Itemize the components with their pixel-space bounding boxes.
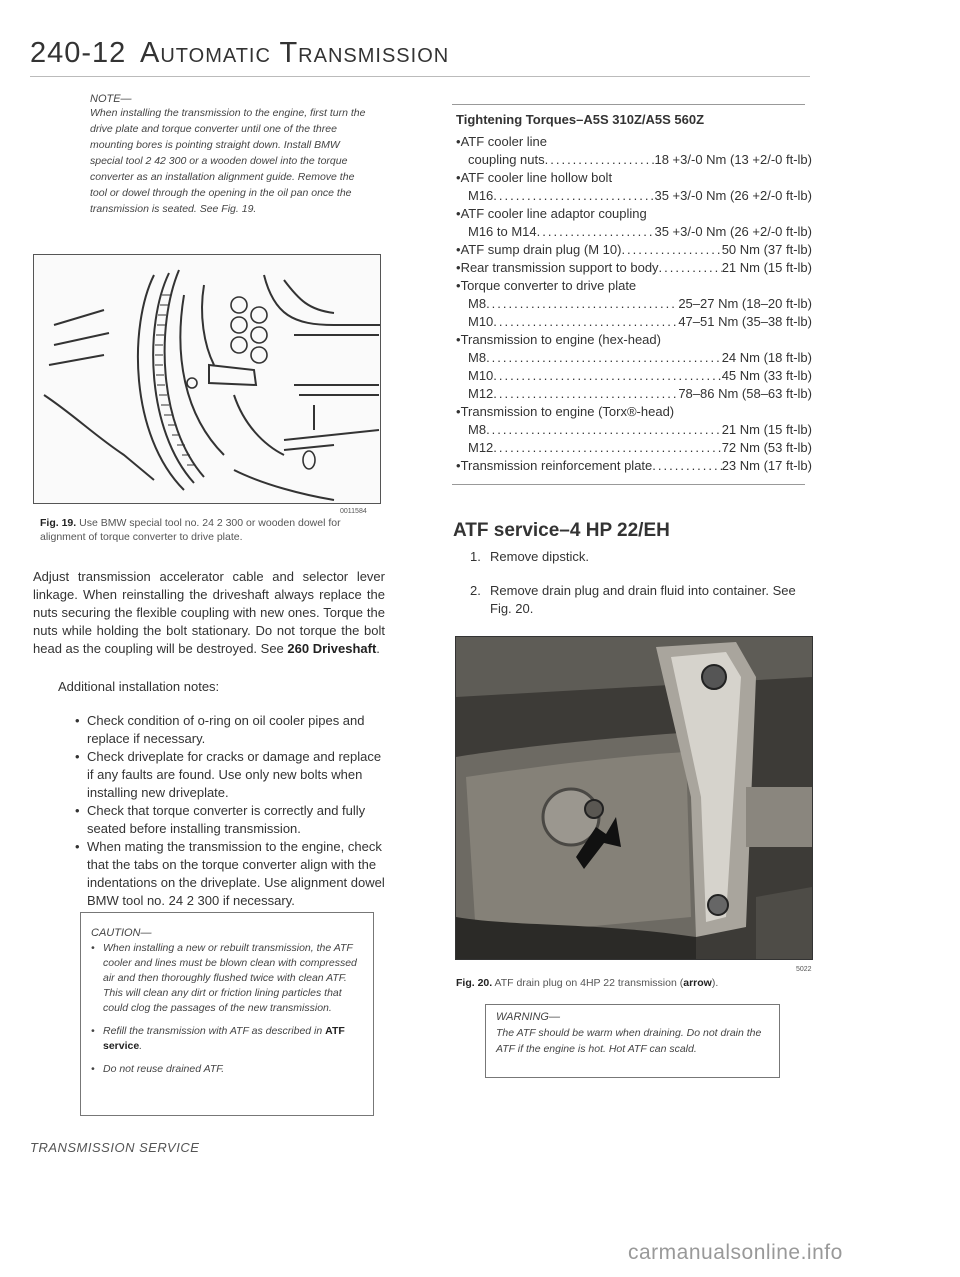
leader-dots xyxy=(493,187,654,205)
torque-value: 25–27 Nm (18–20 ft-lb) xyxy=(678,296,812,311)
torque-label: M10 xyxy=(468,368,494,383)
driveshaft-paragraph-end: . xyxy=(376,641,380,656)
fig20-caption-label: Fig. 20. xyxy=(456,977,493,989)
bullet: • xyxy=(456,332,461,347)
atf-service-heading: ATF service–4 HP 22/EH xyxy=(453,520,670,541)
step-1 xyxy=(470,548,815,566)
caution-item-text: Refill the transmission with ATF as described in xyxy=(103,1025,326,1037)
fig19-caption-text: Use BMW special tool no. 24 2 300 or wooden dowel for alignment of torque converter to drive plate. xyxy=(40,517,341,543)
torque-row xyxy=(456,295,812,313)
leader-dots xyxy=(537,223,655,241)
torque-value: 24 Nm (18 ft-lb) xyxy=(721,350,812,365)
leader-dots xyxy=(486,421,722,439)
leader-dots xyxy=(545,151,655,169)
additional-notes-intro: Additional installation notes: xyxy=(58,679,220,694)
leader-dots xyxy=(652,457,721,475)
torque-label: Transmission reinforcement plate xyxy=(460,458,653,473)
leader-dots xyxy=(486,349,722,367)
torque-value: 45 Nm (33 ft-lb) xyxy=(721,368,812,383)
torque-row xyxy=(456,403,812,421)
torque-value: 35 +3/-0 Nm (26 +2/-0 ft-lb) xyxy=(654,224,812,239)
torque-label: M16 xyxy=(468,188,494,203)
warning-box xyxy=(485,1004,780,1078)
leader-dots xyxy=(493,439,721,457)
caution-item-end: . xyxy=(139,1040,143,1052)
caution-item: • Do not reuse drained ATF. xyxy=(91,1062,363,1077)
step-text: Remove dipstick. xyxy=(490,549,589,564)
torque-label: coupling nuts xyxy=(468,152,545,167)
torque-label: ATF sump drain plug (M 10) xyxy=(460,242,622,257)
torque-label: Transmission to engine (Torx®-head) xyxy=(460,404,675,419)
fig20-caption-arrow: arrow xyxy=(683,977,712,989)
step-number: 1. xyxy=(470,549,481,564)
leader-dots xyxy=(621,241,721,259)
fig20-image-id: 5022 xyxy=(796,966,812,973)
torque-row xyxy=(456,151,812,169)
fig19-caption-label: Fig. 19. xyxy=(40,517,77,529)
page-footer: TRANSMISSION SERVICE xyxy=(30,1140,200,1155)
torque-value: 50 Nm (37 ft-lb) xyxy=(721,242,812,257)
torque-value: 21 Nm (15 ft-lb) xyxy=(721,422,812,437)
atf-service-reference: ATF service xyxy=(103,1025,345,1052)
caution-heading: CAUTION— xyxy=(91,927,152,939)
step-2 xyxy=(470,582,815,618)
bullet: • xyxy=(456,260,461,275)
caution-item xyxy=(91,1024,363,1054)
fig20-caption xyxy=(456,976,816,990)
torque-value: 23 Nm (17 ft-lb) xyxy=(721,458,812,473)
torques-table xyxy=(456,133,812,475)
list-item: • Check that torque converter is correctly and fully seated before installing transmission. xyxy=(75,802,385,838)
fig20-caption-end: ). xyxy=(711,977,719,989)
torque-label: M8 xyxy=(468,296,487,311)
leader-dots xyxy=(493,313,678,331)
torque-row xyxy=(456,385,812,403)
torque-value: 35 +3/-0 Nm (26 +2/-0 ft-lb) xyxy=(654,188,812,203)
bullet: • xyxy=(456,134,461,149)
bullet: • xyxy=(456,242,461,257)
fig20-photo xyxy=(455,636,813,960)
torque-label: M10 xyxy=(468,314,494,329)
driveshaft-paragraph xyxy=(33,568,385,658)
torque-value: 21 Nm (15 ft-lb) xyxy=(721,260,812,275)
torque-label: M12 xyxy=(468,386,494,401)
torque-row xyxy=(456,313,812,331)
leader-dots xyxy=(493,367,721,385)
torque-value: 47–51 Nm (35–38 ft-lb) xyxy=(678,314,812,329)
fig20-caption-text: ATF drain plug on 4HP 22 transmission ( xyxy=(494,977,684,989)
torque-row xyxy=(456,241,812,259)
list-item: • When mating the transmission to the engine, check that the tabs on the torque converter align with the indentations on the driveplate. Use alignment dowel BMW tool no. 24 2 300 if necessary. xyxy=(75,838,385,910)
leader-dots xyxy=(486,295,678,313)
header-rule xyxy=(30,76,810,77)
leader-dots xyxy=(493,385,678,403)
torque-label: M8 xyxy=(468,422,487,437)
torque-label: ATF cooler line xyxy=(460,134,548,149)
note-block xyxy=(90,93,370,217)
torque-row xyxy=(456,259,812,277)
torque-label: Transmission to engine (hex-head) xyxy=(460,332,661,347)
installation-notes-list xyxy=(75,712,385,910)
caution-item: • When installing a new or rebuilt transmission, the ATF cooler and lines must be blown clean with compressed air and then thoroughly flushed twice with clean ATF. This will clean any dirt or friction lining particles that could clog the passages of the new transmission. xyxy=(91,941,363,1016)
fig19-caption xyxy=(40,516,380,544)
warning-heading: WARNING— xyxy=(496,1011,560,1023)
torque-row xyxy=(456,367,812,385)
torque-label: M8 xyxy=(468,350,487,365)
torque-label: Rear transmission support to body xyxy=(460,260,659,275)
list-item: • Check condition of o-ring on oil cooler pipes and replace if necessary. xyxy=(75,712,385,748)
step-text: Remove drain plug and drain fluid into container. See Fig. 20. xyxy=(490,583,796,616)
bullet: • xyxy=(456,458,461,473)
torque-label: Torque converter to drive plate xyxy=(460,278,637,293)
torque-row xyxy=(456,349,812,367)
bullet: • xyxy=(456,278,461,293)
torques-rule-top xyxy=(452,104,805,105)
step-number: 2. xyxy=(470,583,481,598)
torques-title: Tightening Torques–A5S 310Z/A5S 560Z xyxy=(456,112,705,127)
torque-label: ATF cooler line adaptor coupling xyxy=(460,206,647,221)
torque-label: ATF cooler line hollow bolt xyxy=(460,170,613,185)
transmission-photo xyxy=(456,637,812,959)
leader-dots xyxy=(659,259,722,277)
fig19-illustration xyxy=(33,254,381,504)
note-text: When installing the transmission to the engine, first turn the drive plate and torque converter until one of the three mounting bores is pointing straight down. Install BMW special tool 2 42 300 or a wooden dowel into the torque converter as an installation alignment guide. Remove the tool or dowel through the opening in the oil pan once the transmission is seated. See Fig. 19. xyxy=(90,107,366,215)
torque-row xyxy=(456,169,812,187)
torque-converter-drawing xyxy=(34,255,380,503)
torque-row xyxy=(456,133,812,151)
section-title: Automatic Transmission xyxy=(140,37,450,69)
torque-label: M12 xyxy=(468,440,494,455)
warning-text: The ATF should be warm when draining. Do not drain the ATF if the engine is hot. Hot ATF can scald. xyxy=(496,1027,762,1055)
torque-row xyxy=(456,457,812,475)
watermark: carmanualsonline.info xyxy=(628,1241,843,1264)
page-number: 240-12 xyxy=(30,37,127,69)
torque-value: 18 +3/-0 Nm (13 +2/-0 ft-lb) xyxy=(654,152,812,167)
driveshaft-reference: 260 Driveshaft xyxy=(287,641,377,656)
driveshaft-paragraph-text: Adjust transmission accelerator cable and selector lever linkage. When reinstalling the driveshaft always replace the nuts securing the flexible coupling with new ones. Torque the nuts while holding the bolt stationary. Do not torque the bolt head as the coupling will be destroyed. See xyxy=(33,569,385,656)
torque-row xyxy=(456,223,812,241)
torques-rule-bottom xyxy=(452,484,805,485)
torque-row xyxy=(456,205,812,223)
list-item: • Check driveplate for cracks or damage and replace if any faults are found. Use only new bolts when installing new driveplate. xyxy=(75,748,385,802)
torque-value: 78–86 Nm (58–63 ft-lb) xyxy=(678,386,812,401)
torque-value: 72 Nm (53 ft-lb) xyxy=(721,440,812,455)
torque-row xyxy=(456,277,812,295)
torque-row xyxy=(456,421,812,439)
torque-row xyxy=(456,331,812,349)
note-heading: NOTE— xyxy=(90,93,132,105)
torque-row xyxy=(456,439,812,457)
bullet: • xyxy=(456,170,461,185)
fig19-image-id: 0011584 xyxy=(340,508,367,515)
torque-row xyxy=(456,187,812,205)
bullet: • xyxy=(456,206,461,221)
bullet: • xyxy=(456,404,461,419)
torque-label: M16 to M14 xyxy=(468,224,537,239)
caution-box xyxy=(80,912,374,1116)
